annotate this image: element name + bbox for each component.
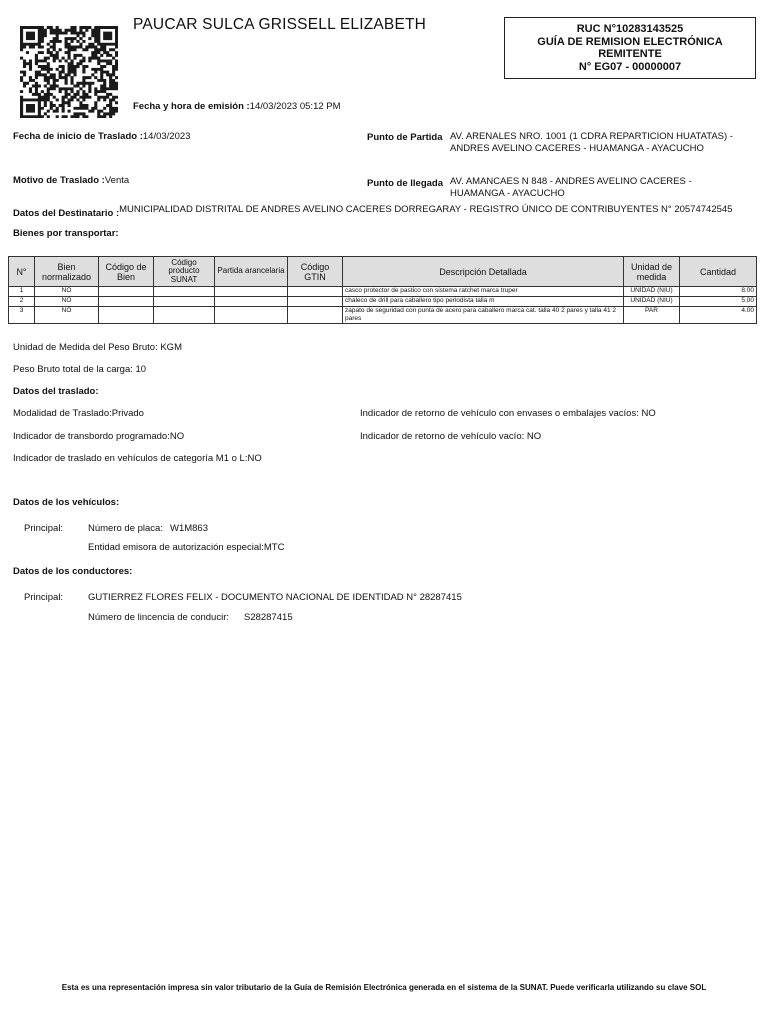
cell-normalized: NO <box>35 287 99 297</box>
origin-address <box>450 131 756 155</box>
table-row <box>9 307 757 324</box>
transshipment-indicator: Indicador de transbordo programado:NO <box>13 431 185 442</box>
cell-quantity: 4.00 <box>680 307 757 324</box>
cell-tariff <box>215 307 288 324</box>
cell-normalized: NO <box>35 307 99 324</box>
gross-weight-unit: Unidad de Medida del Peso Bruto: KGM <box>13 342 182 353</box>
drivers-section-title: Datos de los conductores: <box>13 566 133 577</box>
destination-address <box>450 176 756 200</box>
vehicle-plate <box>88 523 208 534</box>
cell-tariff <box>215 287 288 297</box>
destination-label: Punto de llegada <box>367 178 444 189</box>
transfer-reason <box>13 175 129 187</box>
cell-gtin <box>288 297 343 307</box>
cell-quantity: 5.00 <box>680 297 757 307</box>
cell-item-code <box>99 307 154 324</box>
cell-number: 1 <box>9 287 35 297</box>
vehicle-principal-label: Principal: <box>24 523 64 534</box>
origin-label: Punto de Partida <box>367 132 443 143</box>
cell-tariff <box>215 297 288 307</box>
cell-sunat-code <box>154 287 215 297</box>
issue-label: Fecha y hora de emisión : <box>133 101 250 112</box>
origin-line-1: AV. ARENALES NRO. 1001 (1 CDRA REPARTICION HUATATAS) - <box>450 131 733 142</box>
destination-line-1: AV. AMANCAES N 848 - ANDRES AVELINO CACERES - <box>450 176 692 187</box>
ruc-number: RUC N°10283143525 <box>576 23 684 35</box>
qr-code-icon <box>20 26 118 118</box>
cell-quantity: 8.00 <box>680 287 757 297</box>
document-number: N° EG07 - 00000007 <box>578 60 682 73</box>
transfer-modality: Modalidad de Traslado:Privado <box>13 408 144 419</box>
driver-principal-label: Principal: <box>24 592 64 603</box>
col-header-quantity: Cantidad <box>680 257 757 287</box>
transfer-section-title: Datos del traslado: <box>13 386 99 397</box>
goods-label: Bienes por transportar: <box>13 228 119 239</box>
cell-sunat-code <box>154 297 215 307</box>
issue-datetime <box>133 101 341 112</box>
cell-unit: UNIDAD (NIU) <box>624 297 680 307</box>
return-empty-indicator: Indicador de retorno de vehículo vacío: NO <box>360 431 542 442</box>
recipient-label: Datos del Destinatario : <box>13 208 120 219</box>
cell-gtin <box>288 307 343 324</box>
issue-value: 14/03/2023 05:12 PM <box>249 101 341 112</box>
destination-line-2: HUAMANGA - AYACUCHO <box>450 188 565 199</box>
cell-item-code <box>99 287 154 297</box>
start-date-label: Fecha de inicio de Traslado : <box>13 131 143 142</box>
ruc-box <box>504 17 756 79</box>
origin-line-2: ANDRES AVELINO CACERES - HUAMANGA - AYACUCHO <box>450 143 704 154</box>
col-header-item-code: Código de Bien <box>99 257 154 287</box>
cell-description: casco protector de pastico con sistema ratchet marca truper <box>343 287 624 297</box>
return-packaging-indicator: Indicador de retorno de vehículo con envases o embalajes vacíos: NO <box>360 408 656 419</box>
plate-label: Número de placa: <box>88 523 163 534</box>
cell-gtin <box>288 287 343 297</box>
transfer-reason-value: Venta <box>104 175 130 186</box>
gross-weight-total: Peso Bruto total de la carga: 10 <box>13 364 147 375</box>
document-subtitle: REMITENTE <box>598 48 662 60</box>
issuer-name: PAUCAR SULCA GRISSELL ELIZABETH <box>133 16 427 33</box>
cell-description: zapato de seguridad con punta de acero para caballero marca cat. talla 40 2 pares y talla 41 2 pares <box>343 307 624 324</box>
col-header-unit: Unidad de medida <box>624 257 680 287</box>
license-label: Número de lincencia de conducir: <box>88 612 229 623</box>
table-row <box>9 287 757 297</box>
m1-category-indicator: Indicador de traslado en vehículos de categoría M1 o L:NO <box>13 453 262 464</box>
plate-value: W1M863 <box>169 523 208 534</box>
table-row <box>9 297 757 307</box>
cell-description: chaleco de drill para caballero tipo periodista talla m <box>343 297 624 307</box>
cell-item-code <box>99 297 154 307</box>
col-header-tariff: Partida arancelaria <box>215 257 288 287</box>
cell-number: 2 <box>9 297 35 307</box>
cell-normalized: NO <box>35 297 99 307</box>
items-table <box>8 256 757 324</box>
license-value: S28287415 <box>244 612 293 623</box>
items-header-row <box>9 257 757 287</box>
cell-number: 3 <box>9 307 35 324</box>
col-header-number: N° <box>9 257 35 287</box>
start-date <box>13 131 190 143</box>
col-header-gtin: Código GTIN <box>288 257 343 287</box>
vehicles-section-title: Datos de los vehículos: <box>13 497 120 508</box>
col-header-normalized: Bien normalizado <box>35 257 99 287</box>
col-header-sunat-code: Código producto SUNAT <box>154 257 215 287</box>
transfer-reason-label: Motivo de Traslado : <box>13 175 105 186</box>
cell-unit: UNIDAD (NIU) <box>624 287 680 297</box>
start-date-value: 14/03/2023 <box>142 131 191 142</box>
document-title: GUÍA DE REMISION ELECTRÓNICA <box>537 35 723 48</box>
col-header-description: Descripción Detallada <box>343 257 624 287</box>
cell-unit: PAR <box>624 307 680 324</box>
footer-disclaimer: Esta es una representación impresa sin valor tributario de la Guía de Remisión Electrónica generada en el sistema de la SUNAT. Puede verificarla utilizando su clave SOL <box>61 983 707 992</box>
cell-sunat-code <box>154 307 215 324</box>
recipient-value: MUNICIPALIDAD DISTRITAL DE ANDRES AVELINO CACERES DORREGARAY - REGISTRO ÚNICO DE CONTRIBUYENTES N° 20574742545 <box>119 204 733 215</box>
recipient <box>13 204 733 219</box>
driver-name: GUTIERREZ FLORES FELIX - DOCUMENTO NACIONAL DE IDENTIDAD N° 28287415 <box>88 592 462 603</box>
special-authorization: Entidad emisora de autorización especial:MTC <box>88 542 285 553</box>
driver-license <box>88 612 293 623</box>
